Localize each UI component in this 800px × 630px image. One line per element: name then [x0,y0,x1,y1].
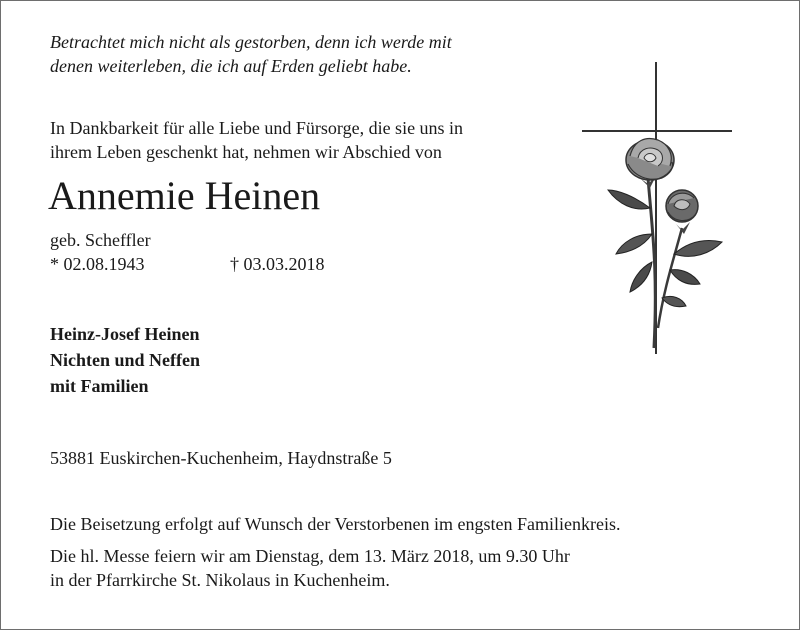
death-date: † 03.03.2018 [230,254,325,274]
mass-line-1: Die hl. Messe feiern wir am Dienstag, dem 13. März 2018, um 9.30 Uhr [50,546,570,566]
burial-note: Die Beisetzung erfolgt auf Wunsch der Verstorbenen im engsten Familienkreis. [50,514,621,534]
intro-line-1: In Dankbarkeit für alle Liebe und Fürsorge, die sie uns in [50,118,464,138]
motto-line-1: Betrachtet mich nicht als gestorben, denn ich werde mit [50,32,452,52]
mourner-2: Nichten und Neffen [50,350,201,370]
mourner-1: Heinz-Josef Heinen [50,324,200,344]
birth-name: geb. Scheffler [50,230,151,250]
deceased-name: Annemie Heinen [48,173,321,218]
motto-line-2: denen weiterleben, die ich auf Erden geliebt habe. [50,56,412,76]
intro-line-2: ihrem Leben geschenkt hat, nehmen wir Abschied von [50,142,442,162]
mourner-3: mit Familien [50,376,149,396]
cross-with-roses-icon [578,58,738,358]
birth-date: * 02.08.1943 [50,254,145,274]
mass-line-2: in der Pfarrkirche St. Nikolaus in Kuchenheim. [50,570,390,590]
address: 53881 Euskirchen-Kuchenheim, Haydnstraße 5 [50,448,392,468]
